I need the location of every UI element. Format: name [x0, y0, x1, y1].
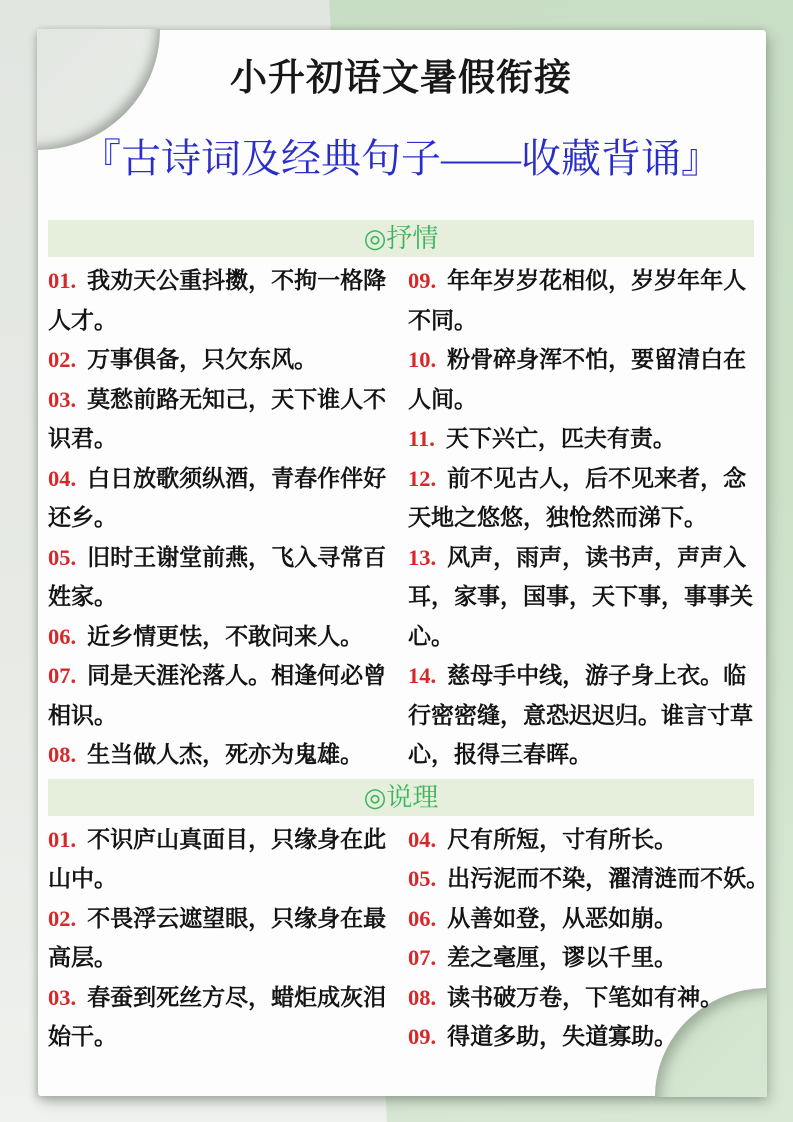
item-number: 06.	[408, 905, 437, 931]
item-text: 不畏浮云遮望眼，只缘身在最高层。	[48, 904, 387, 970]
item-number: 03.	[48, 984, 77, 1010]
item-text: 春蚕到死丝方尽，蜡炬成灰泪始干。	[48, 983, 387, 1049]
list-item	[48, 261, 394, 340]
item-number: 04.	[48, 465, 77, 491]
item-list	[48, 261, 394, 775]
item-list	[408, 820, 770, 1057]
item-number: 07.	[408, 945, 437, 970]
item-text: 年年岁岁花相似，岁岁年年人不同。	[408, 267, 747, 333]
item-text: 生当做人杰，死亦为鬼雄。	[87, 741, 364, 767]
item-text: 从善如登，从恶如崩。	[447, 904, 678, 931]
section	[48, 779, 770, 1057]
list-item	[408, 938, 754, 978]
list-item	[48, 538, 394, 617]
section-heading: ◎说理	[48, 779, 754, 816]
item-list	[408, 261, 754, 775]
list-item	[408, 978, 754, 1018]
item-text: 旧时王谢堂前燕，飞入寻常百姓家。	[48, 543, 387, 609]
section-columns	[48, 816, 770, 1057]
item-number: 02.	[48, 347, 77, 372]
list-item	[48, 380, 394, 459]
list-item	[48, 656, 394, 735]
item-text: 粉骨碎身浑不怕，要留清白在人间。	[408, 346, 747, 412]
item-number: 09.	[408, 268, 437, 293]
item-text: 出污泥而不染，濯清涟而不妖。	[447, 865, 770, 891]
list-item	[408, 656, 754, 775]
item-text: 莫愁前路无知己，天下谁人不识君。	[48, 385, 387, 451]
list-item	[408, 538, 754, 657]
item-text: 不识庐山真面目，只缘身在此山中。	[48, 825, 387, 891]
item-text: 我劝天公重抖擞，不拘一格降人才。	[48, 267, 387, 333]
item-number: 06.	[48, 623, 77, 649]
list-item	[48, 459, 394, 538]
item-text: 白日放歌须纵酒，青春作伴好还乡。	[48, 464, 387, 530]
sections	[48, 220, 770, 1057]
page-subtitle: 『古诗词及经典句子——收藏背诵』	[81, 136, 721, 181]
item-text: 同是天涯沦落人。相逢何必曾相识。	[48, 662, 387, 728]
item-number: 08.	[408, 984, 437, 1010]
item-number: 05.	[48, 544, 77, 570]
page-title: 小升初语文暑假衔接	[230, 58, 572, 99]
item-number: 13.	[408, 544, 437, 570]
list-item	[408, 859, 770, 899]
item-text: 得道多助，失道寡助。	[447, 1023, 678, 1049]
list-item	[48, 978, 394, 1057]
list-item	[48, 899, 394, 978]
list-item	[408, 419, 754, 459]
item-number: 10.	[408, 347, 437, 372]
item-number: 02.	[48, 905, 77, 931]
item-text: 读书破万卷，下笔如有神。	[447, 983, 724, 1010]
item-number: 07.	[48, 663, 77, 688]
document-card	[38, 30, 770, 1096]
list-item	[408, 261, 754, 340]
item-number: 14.	[408, 663, 437, 688]
item-number: 11.	[408, 426, 435, 451]
card-content	[38, 30, 770, 1057]
list-item	[48, 340, 394, 380]
item-number: 09.	[408, 1024, 437, 1049]
item-text: 前不见古人，后不见来者，念天地之悠悠，独怆然而涕下。	[408, 464, 747, 530]
list-item	[408, 899, 754, 939]
item-text: 天下兴亡，匹夫有责。	[445, 425, 676, 451]
item-text: 万事俱备，只欠东风。	[87, 346, 318, 372]
item-list	[48, 820, 394, 1057]
list-item	[48, 820, 394, 899]
list-item	[408, 340, 754, 419]
list-item	[48, 735, 394, 775]
item-number: 08.	[48, 742, 77, 767]
section-heading: ◎抒情	[48, 220, 754, 257]
item-text: 慈母手中线，游子身上衣。临行密密缝，意恐迟迟归。谁言寸草心，报得三春晖。	[408, 662, 753, 767]
section-columns	[48, 257, 754, 775]
list-item	[408, 459, 754, 538]
item-number: 01.	[48, 826, 77, 852]
list-item	[408, 820, 754, 860]
item-text: 尺有所短，寸有所长。	[447, 825, 678, 852]
item-number: 03.	[48, 386, 77, 412]
item-text: 近乡情更怯，不敢问来人。	[87, 622, 364, 649]
list-item	[408, 1017, 754, 1057]
item-number: 12.	[408, 465, 437, 491]
item-number: 01.	[48, 268, 77, 293]
section	[48, 220, 754, 775]
item-text: 差之毫厘，谬以千里。	[447, 944, 678, 970]
list-item	[48, 617, 394, 657]
item-text: 风声，雨声，读书声，声声入耳，家事，国事，天下事，事事关心。	[408, 543, 753, 649]
item-number: 05.	[408, 866, 437, 891]
item-number: 04.	[408, 826, 437, 852]
